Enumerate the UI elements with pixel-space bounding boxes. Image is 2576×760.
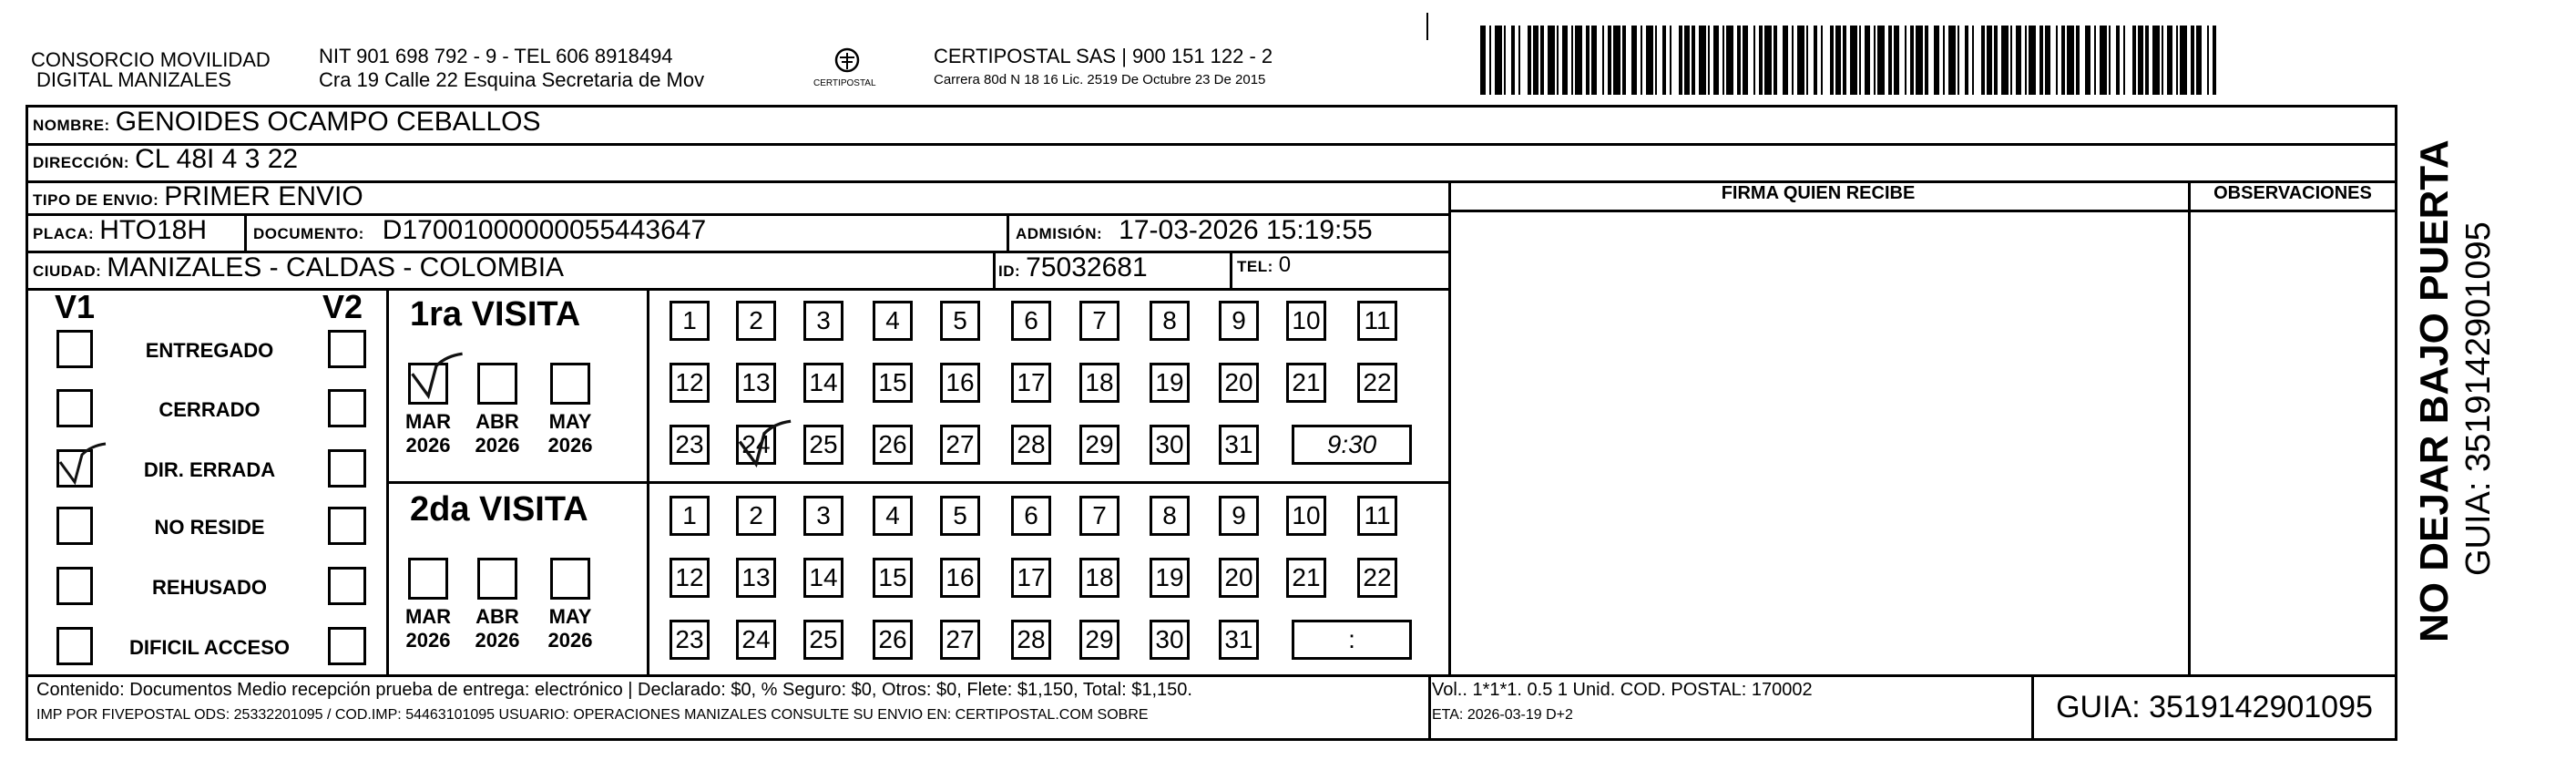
day-box[interactable]: 19 [1150, 363, 1190, 403]
nit-line2: Cra 19 Calle 22 Esquina Secretaria de Mov [319, 68, 705, 91]
day-box[interactable]: 11 [1357, 301, 1397, 341]
v1-checkbox[interactable] [56, 389, 93, 427]
day-box[interactable]: 28 [1011, 425, 1051, 465]
month-label: MAY 2026 [547, 605, 593, 652]
v1-checkbox[interactable] [56, 330, 93, 368]
status-label: REHUSADO [152, 576, 267, 599]
tel-value: 0 [1278, 252, 1292, 277]
observations-area[interactable] [2193, 213, 2394, 671]
carrier-line1: CERTIPOSTAL SAS | 900 151 122 - 2 [934, 45, 1273, 67]
v1-checkbox[interactable] [56, 627, 93, 665]
company-line1: CONSORCIO MOVILIDAD [31, 48, 271, 71]
day-box[interactable]: 25 [803, 425, 843, 465]
day-box[interactable]: 6 [1011, 496, 1051, 536]
day-box[interactable]: 21 [1286, 363, 1326, 403]
day-box[interactable]: 10 [1286, 496, 1326, 536]
month-checkbox[interactable] [550, 363, 590, 405]
day-box[interactable]: 23 [670, 620, 710, 660]
day-box[interactable]: 29 [1079, 620, 1119, 660]
day-box[interactable]: 9 [1219, 301, 1259, 341]
day-box[interactable]: 17 [1011, 558, 1051, 598]
day-box[interactable]: 6 [1011, 301, 1051, 341]
ciudad-label: CIUDAD: [33, 262, 102, 280]
side-guia: GUIA: 3519142901095 [2459, 221, 2498, 576]
day-box[interactable]: 2 [736, 496, 776, 536]
day-box[interactable]: 29 [1079, 425, 1119, 465]
day-box[interactable]: 3 [803, 301, 843, 341]
v1-label: V1 [55, 288, 96, 325]
carrier-line2: Carrera 80d N 18 16 Lic. 2519 De Octubre 23 De 2015 [934, 72, 1266, 87]
month-checkbox[interactable] [408, 558, 448, 600]
day-box[interactable]: 4 [873, 496, 913, 536]
v2-checkbox[interactable] [328, 567, 366, 605]
status-label: DIFICIL ACCESO [128, 636, 290, 659]
day-box[interactable]: 18 [1079, 363, 1119, 403]
status-label: NO RESIDE [154, 516, 265, 539]
documento-value: D17001000000055443647 [382, 215, 707, 245]
day-box[interactable]: 20 [1219, 363, 1259, 403]
day-box[interactable]: 31 [1219, 620, 1259, 660]
cut-mark [1426, 13, 1428, 40]
day-box[interactable]: 24 [736, 425, 776, 465]
logo-text: CERTIPOSTAL [813, 78, 876, 88]
footer-line1: Contenido: Documentos Medio recepción prueba de entrega: electrónico | Declarado: $0, % Seguro: $0, Otros: $0, Flete: $1,150, Total: $1,150. [36, 680, 1192, 700]
visit-title: 1ra VISITA [410, 295, 581, 334]
month-label: ABR 2026 [475, 605, 520, 652]
day-box[interactable]: 30 [1150, 620, 1190, 660]
status-label: DIR. ERRADA [143, 458, 276, 481]
day-box[interactable]: 5 [940, 301, 980, 341]
day-box[interactable]: 27 [940, 425, 980, 465]
tipo-envio-value: PRIMER ENVIO [164, 181, 363, 211]
placa-value: HTO18H [99, 215, 208, 245]
firma-header: FIRMA QUIEN RECIBE [1721, 183, 1916, 203]
day-box[interactable]: 1 [670, 301, 710, 341]
day-box[interactable]: 28 [1011, 620, 1051, 660]
v2-checkbox[interactable] [328, 389, 366, 427]
footer-line1b: Vol.. 1*1*1. 0.5 1 Unid. COD. POSTAL: 170002 [1432, 680, 1813, 700]
ciudad-value: MANIZALES - CALDAS - COLOMBIA [107, 252, 565, 282]
barcode [1480, 26, 2213, 95]
day-box[interactable]: 12 [670, 558, 710, 598]
day-box[interactable]: 17 [1011, 363, 1051, 403]
day-box[interactable]: 20 [1219, 558, 1259, 598]
day-box[interactable]: 31 [1219, 425, 1259, 465]
day-box[interactable]: 18 [1079, 558, 1119, 598]
day-box[interactable]: 13 [736, 363, 776, 403]
admision-value: 17-03-2026 15:19:55 [1119, 215, 1373, 245]
day-box[interactable]: 24 [736, 620, 776, 660]
nombre-value: GENOIDES OCAMPO CEBALLOS [115, 107, 541, 137]
company-line2: DIGITAL MANIZALES [36, 68, 231, 91]
day-box[interactable]: 7 [1079, 301, 1119, 341]
day-box[interactable]: 4 [873, 301, 913, 341]
month-label: MAR 2026 [404, 410, 452, 457]
tipo-envio-label: TIPO DE ENVIO: [33, 191, 159, 209]
v2-checkbox[interactable] [328, 627, 366, 665]
signature-area[interactable] [1456, 213, 2184, 671]
documento-label: DOCUMENTO: [253, 225, 364, 242]
v2-checkbox[interactable] [328, 449, 366, 488]
day-box[interactable]: 15 [873, 558, 913, 598]
nombre-label: NOMBRE: [33, 117, 110, 134]
day-box[interactable]: 8 [1150, 301, 1190, 341]
id-value: 75032681 [1026, 252, 1148, 282]
month-checkbox[interactable] [477, 558, 517, 600]
day-box[interactable]: 13 [736, 558, 776, 598]
v2-checkbox[interactable] [328, 507, 366, 545]
day-box[interactable]: 2 [736, 301, 776, 341]
direccion-label: DIRECCIÓN: [33, 154, 130, 171]
day-box[interactable]: 16 [940, 558, 980, 598]
month-label: ABR 2026 [475, 410, 520, 457]
observaciones-header: OBSERVACIONES [2213, 183, 2372, 203]
status-label: ENTREGADO [145, 339, 274, 362]
placa-label: PLACA: [33, 225, 95, 242]
day-box[interactable]: 19 [1150, 558, 1190, 598]
id-label: ID: [998, 262, 1021, 280]
guia-box: GUIA: 3519142901095 [2056, 690, 2373, 724]
day-box[interactable]: 9 [1219, 496, 1259, 536]
day-box[interactable]: 12 [670, 363, 710, 403]
day-box[interactable]: 16 [940, 363, 980, 403]
day-box[interactable]: 1 [670, 496, 710, 536]
direccion-value: CL 48I 4 3 22 [135, 144, 299, 174]
v2-label: V2 [322, 288, 363, 325]
day-box[interactable]: 14 [803, 363, 843, 403]
v1-checkbox[interactable] [56, 507, 93, 545]
day-box[interactable]: 11 [1357, 496, 1397, 536]
day-box[interactable]: 23 [670, 425, 710, 465]
day-box[interactable]: 26 [873, 425, 913, 465]
day-box[interactable]: 14 [803, 558, 843, 598]
month-checkbox[interactable] [408, 363, 448, 405]
month-label: MAY 2026 [547, 410, 593, 457]
footer-line2: IMP POR FIVEPOSTAL ODS: 25332201095 / COD.IMP: 54463101095 USUARIO: OPERACIONES MANIZALES CONSULTE SU ENVIO EN: CERTIPOSTAL.COM SOBRE [36, 707, 1149, 723]
v2-checkbox[interactable] [328, 330, 366, 368]
nit-line1: NIT 901 698 792 - 9 - TEL 606 8918494 [319, 45, 673, 67]
tel-label: TEL: [1237, 258, 1273, 275]
month-checkbox[interactable] [550, 558, 590, 600]
time-box[interactable]: 9:30 [1292, 425, 1412, 465]
time-box[interactable]: : [1292, 620, 1412, 660]
month-label: MAR 2026 [404, 605, 452, 652]
day-box[interactable]: 21 [1286, 558, 1326, 598]
footer-line2b: ETA: 2026-03-19 D+2 [1432, 707, 1573, 723]
admision-label: ADMISIÓN: [1016, 225, 1103, 242]
side-warning: NO DEJAR BAJO PUERTA [2412, 139, 2457, 642]
day-box[interactable]: 8 [1150, 496, 1190, 536]
day-box[interactable]: 22 [1357, 363, 1397, 403]
day-box[interactable]: 7 [1079, 496, 1119, 536]
day-box[interactable]: 25 [803, 620, 843, 660]
day-box[interactable]: 30 [1150, 425, 1190, 465]
visit-title: 2da VISITA [410, 490, 588, 529]
month-checkbox[interactable] [477, 363, 517, 405]
day-box[interactable]: 26 [873, 620, 913, 660]
v1-checkbox[interactable] [56, 449, 93, 488]
day-box[interactable]: 27 [940, 620, 980, 660]
v1-checkbox[interactable] [56, 567, 93, 605]
day-box[interactable]: 22 [1357, 558, 1397, 598]
day-box[interactable]: 10 [1286, 301, 1326, 341]
day-box[interactable]: 15 [873, 363, 913, 403]
status-label: CERRADO [158, 398, 261, 421]
day-box[interactable]: 3 [803, 496, 843, 536]
day-box[interactable]: 5 [940, 496, 980, 536]
